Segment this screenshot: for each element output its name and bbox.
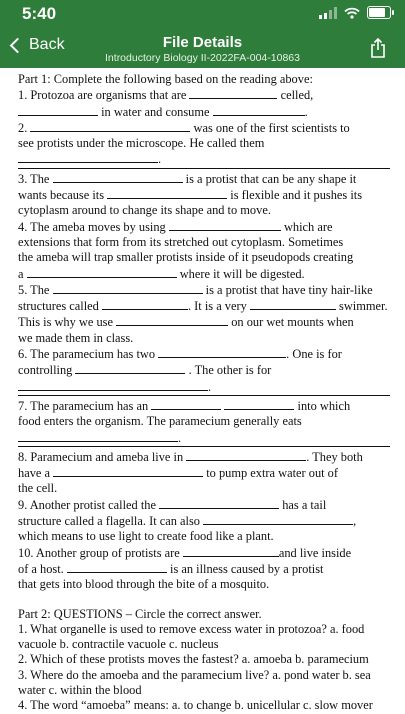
page-subtitle: Introductory Biology II-2022FA-004-10863 — [105, 52, 300, 64]
signal-icon — [319, 7, 337, 19]
question-2: 2. was one of the first scientists to see protists under the microscope. He called them . — [18, 120, 350, 167]
question-3: 3. The is a protist that can be any shape it wants because its is flexible and it pushes its cytoplasm around to change its shape and to move. — [18, 168, 390, 219]
mc-question-2: 2. Which of these protists moves the fastest? a. amoeba b. paramecium — [18, 652, 369, 667]
question-7: 7. The paramecium has an into which food enters the organism. The paramecium generally eats . — [18, 395, 390, 446]
top-bar — [0, 0, 405, 68]
question-6: 6. The paramecium has two . One is for controlling . The other is for . — [18, 347, 342, 394]
status-icons — [319, 6, 391, 19]
mc-question-1: 1. What organelle is used to remove excess water in protozoa? a. food vacuole b. contractile vacuole c. nucleus — [18, 621, 365, 652]
question-8: 8. Paramecium and ameba live in . They both have a to pump extra water out of the cell. — [18, 446, 390, 497]
wifi-icon — [344, 7, 360, 19]
question-10: 10. Another group of protists are and live inside of a host. is an illness caused by a protist that gets into blood through the bite of a mosquito. — [18, 545, 352, 592]
question-9: 9. Another protist called the has a tail structure called a flagella. It can also , which means to use light to create food like a plant. — [18, 497, 357, 544]
battery-icon — [367, 6, 391, 19]
document-preview[interactable] — [18, 72, 390, 714]
page-title: File Details — [162, 34, 243, 51]
question-4: 4. The ameba moves by using which are extensions that form from its stretched out cytoplasm. Sometimes the ameba will trap smaller protists inside of it pseudopods creating a where it will be digested. — [18, 219, 354, 281]
part1-title: Part 1: Complete the following based on the reading above: — [18, 72, 313, 86]
mc-question-4: 4. The word “amoeba” means: a. to change b. unicellular c. slow mover — [18, 698, 373, 713]
back-label: Back — [29, 36, 65, 53]
question-5: 5. The is a protist that have tiny hair-like structures called . It is a very swimmer. This is why we use on our wet mounts when we made them in class. — [18, 282, 388, 345]
share-icon[interactable] — [369, 38, 387, 58]
question-1: 1. Protozoa are organisms that are celled, in water and consume . — [18, 88, 314, 119]
part2-title: Part 2: QUESTIONS – Circle the correct answer. — [18, 606, 262, 621]
mc-question-3: 3. Where do the amoeba and the paramecium live? a. pond water b. sea water c. within the blood — [18, 667, 371, 697]
status-time: 5:40 — [22, 4, 57, 23]
